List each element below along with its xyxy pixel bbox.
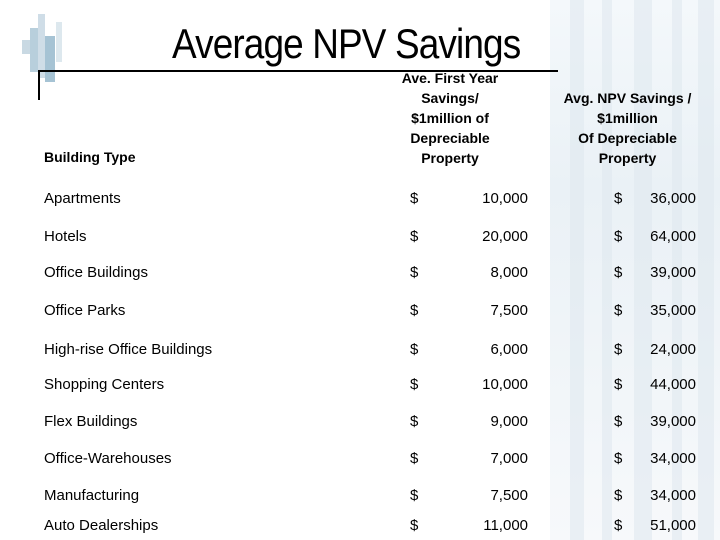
first-year-savings-cell: 6,000 bbox=[490, 341, 528, 358]
table-row bbox=[0, 487, 720, 509]
header-npv-line: $1million bbox=[597, 110, 658, 126]
npv-savings-cell: 44,000 bbox=[650, 376, 696, 393]
page-title: Average NPV Savings bbox=[172, 20, 521, 67]
currency-symbol: $ bbox=[614, 228, 623, 245]
header-first-year-line: Ave. First Year bbox=[401, 70, 499, 86]
header-npv-line: Property bbox=[598, 150, 657, 166]
currency-symbol: $ bbox=[614, 450, 623, 467]
table-row bbox=[0, 450, 720, 472]
first-year-savings-cell: 20,000 bbox=[482, 228, 528, 245]
npv-savings-cell: 51,000 bbox=[650, 517, 696, 534]
npv-savings-cell: 34,000 bbox=[650, 487, 696, 504]
building-type-cell: Apartments bbox=[44, 190, 121, 207]
first-year-savings-cell: 7,000 bbox=[490, 450, 528, 467]
currency-symbol: $ bbox=[614, 190, 623, 207]
header-first-year-line: $1million of bbox=[411, 110, 489, 126]
building-type-cell: Auto Dealerships bbox=[44, 517, 159, 534]
building-type-cell: Manufacturing bbox=[44, 487, 140, 504]
npv-savings-cell: 36,000 bbox=[650, 190, 696, 207]
first-year-savings-cell: 9,000 bbox=[490, 413, 528, 430]
building-type-cell: Office-Warehouses bbox=[44, 450, 172, 467]
building-type-cell: Flex Buildings bbox=[44, 413, 138, 430]
building-type-cell: Office Parks bbox=[44, 302, 126, 319]
title-rule-vertical bbox=[38, 70, 40, 100]
currency-symbol: $ bbox=[410, 302, 419, 319]
currency-symbol: $ bbox=[410, 228, 419, 245]
npv-savings-cell: 39,000 bbox=[650, 413, 696, 430]
table-row bbox=[0, 264, 720, 286]
npv-savings-cell: 35,000 bbox=[650, 302, 696, 319]
currency-symbol: $ bbox=[614, 487, 623, 504]
currency-symbol: $ bbox=[410, 190, 419, 207]
building-type-cell: Shopping Centers bbox=[44, 376, 165, 393]
building-type-cell: Hotels bbox=[44, 228, 87, 245]
currency-symbol: $ bbox=[410, 264, 419, 281]
first-year-savings-cell: 7,500 bbox=[490, 302, 528, 319]
npv-savings-cell: 34,000 bbox=[650, 450, 696, 467]
first-year-savings-cell: 11,000 bbox=[483, 517, 528, 534]
currency-symbol: $ bbox=[410, 517, 419, 534]
npv-savings-cell: 39,000 bbox=[650, 264, 696, 281]
table-row bbox=[0, 376, 720, 398]
header-first-year-line: Savings/ bbox=[421, 90, 479, 106]
currency-symbol: $ bbox=[614, 302, 623, 319]
currency-symbol: $ bbox=[410, 450, 419, 467]
first-year-savings-cell: 10,000 bbox=[482, 190, 528, 207]
currency-symbol: $ bbox=[614, 413, 623, 430]
building-type-cell: Office Buildings bbox=[44, 264, 148, 281]
header-first-year-line: Depreciable bbox=[410, 130, 490, 146]
currency-symbol: $ bbox=[410, 413, 419, 430]
currency-symbol: $ bbox=[614, 376, 623, 393]
currency-symbol: $ bbox=[410, 487, 419, 504]
currency-symbol: $ bbox=[614, 517, 623, 534]
header-npv-savings bbox=[545, 88, 710, 168]
header-first-year-savings bbox=[380, 68, 520, 168]
header-npv-line: Of Depreciable bbox=[578, 130, 677, 146]
currency-symbol: $ bbox=[614, 264, 623, 281]
currency-symbol: $ bbox=[614, 341, 623, 358]
currency-symbol: $ bbox=[410, 376, 419, 393]
header-building-type: Building Type bbox=[44, 149, 136, 165]
currency-symbol: $ bbox=[410, 341, 419, 358]
table-row bbox=[0, 517, 720, 539]
first-year-savings-cell: 7,500 bbox=[490, 487, 528, 504]
npv-savings-cell: 24,000 bbox=[650, 341, 696, 358]
header-first-year-line: Property bbox=[421, 150, 479, 166]
table-row bbox=[0, 413, 720, 435]
header-npv-line: Avg. NPV Savings / bbox=[563, 90, 692, 106]
table-row bbox=[0, 341, 720, 363]
npv-savings-cell: 64,000 bbox=[650, 228, 696, 245]
building-type-cell: High-rise Office Buildings bbox=[44, 341, 213, 358]
first-year-savings-cell: 8,000 bbox=[490, 264, 528, 281]
table-row bbox=[0, 228, 720, 250]
decorative-stripes-logo bbox=[0, 0, 80, 90]
first-year-savings-cell: 10,000 bbox=[482, 376, 528, 393]
table-row bbox=[0, 190, 720, 212]
table-row bbox=[0, 302, 720, 324]
